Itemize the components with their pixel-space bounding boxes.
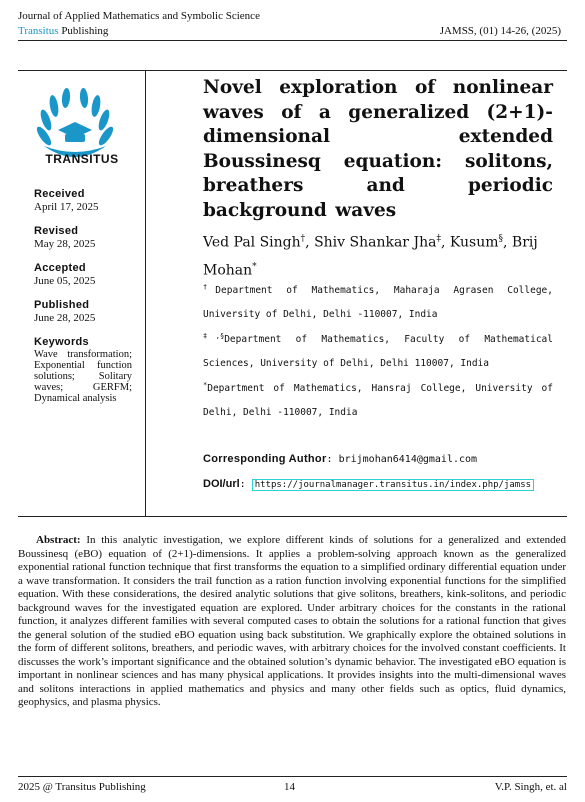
published-label: Published — [34, 299, 90, 311]
keywords-list: Wave transformation; Exponential function solutions; Solitary waves; GERFM; Dynamical analysis — [34, 349, 132, 404]
affiliation-mark: ‡,§ — [203, 332, 225, 340]
footer-copyright: 2025 @ Transitus Publishing — [18, 781, 146, 793]
affiliation-text: Department of Mathematics, Faculty of Mathematical Sciences, University of Delhi, Delhi 110007, India — [203, 334, 553, 370]
author-list: Ved Pal Singh†, Shiv Shankar Jha‡, Kusum§, Brij Mohan* — [203, 234, 538, 279]
abstract — [18, 534, 566, 710]
affiliation — [203, 373, 553, 425]
publisher-brand: Transitus — [18, 25, 59, 37]
frame-vertical-rule — [145, 70, 146, 517]
affiliation-text: Department of Mathematics, Hansraj College, University of Delhi, Delhi -110007, India — [203, 383, 553, 419]
publisher-rest: Publishing — [58, 25, 109, 37]
journal-citation: JAMSS, (01) 14-26, (2025) — [439, 25, 561, 37]
abstract-label: Abstract: — [36, 534, 81, 546]
journal-name: Journal of Applied Mathematics and Symbolic Science — [18, 10, 260, 22]
footer-divider — [18, 776, 567, 777]
author-mark: ‡ — [436, 234, 441, 244]
doi-label: DOI/url — [203, 478, 240, 490]
corresponding-label: Corresponding Author — [203, 453, 327, 465]
author-mark: † — [300, 234, 306, 244]
received-label: Received — [34, 188, 85, 200]
accepted-label: Accepted — [34, 262, 86, 274]
author-mark: § — [498, 234, 503, 244]
logo-wordmark: TRANSITUS — [45, 152, 119, 166]
author-name: Kusum — [449, 234, 499, 251]
corresponding-email[interactable]: brijmohan6414@gmail.com — [338, 454, 478, 465]
doi-line: DOI/url: https://journalmanager.transitus.in/index.php/jamss — [203, 478, 534, 490]
affiliation — [203, 324, 553, 376]
author-name: Brij Mohan — [203, 234, 538, 279]
footer-running-author: V.P. Singh, et. al — [494, 781, 567, 793]
affiliation-text: Department of Mathematics, Maharaja Agrasen College, University of Delhi, Delhi -110007, India — [203, 285, 553, 321]
accepted-date: June 05, 2025 — [34, 275, 96, 287]
affiliation-mark: * — [203, 381, 208, 389]
affiliation — [203, 275, 553, 327]
corresponding-author: Corresponding Author: brijmohan6414@gmail.com — [203, 453, 478, 465]
author-name: Shiv Shankar Jha — [314, 234, 437, 251]
revised-date: May 28, 2025 — [34, 238, 96, 250]
doi-link[interactable]: https://journalmanager.transitus.in/index.php/jamss — [252, 479, 534, 491]
received-date: April 17, 2025 — [34, 201, 99, 213]
frame-top-rule — [18, 70, 567, 71]
header-divider — [18, 40, 567, 41]
abstract-text: In this analytic investigation, we explore different kinds of solutions for a generalized and extended Boussinesq (eBO) equation of (2+1)-dimensions. It applies a problem-solving approach known as the generalized exponential rational function technique that first transforms the equation to a simplified ordinary differential equation under a wave transformation. It considers the trail function as a ration function involving exponential functions for the simplified equation. With these considerations, the desired analytic solutions that give solitons, breathers, kink-solitons, and periodic background waves for the investigated equation are explored. Under arbitrary choices for the constants in the rational function, it analyzes different families with several computed cases to obtain the solutions for a rational function that gives the general solution of the studied eBO equation using back substitution. We graphically explore the obtained solutions in the form of different solitons, breathers, and periodic waves, with arbitrary choices for the involved constant coefficients. It discusses the work’s important significance and the obtained solution’s dynamic behavior. The investigated eBO equation is important in nonlinear sciences and has many physical applications. It provides insights into the multi-dimensional waves and solitons interactions in applied mathematics and physics and many other fields such as optics, fluid dynamics, geophysics, and plasma physics. — [18, 534, 566, 708]
published-date: June 28, 2025 — [34, 312, 96, 324]
publisher-line — [18, 25, 108, 37]
revised-label: Revised — [34, 225, 79, 237]
author-mark: * — [252, 261, 257, 272]
author-name: Ved Pal Singh — [203, 234, 301, 251]
frame-bottom-rule — [18, 516, 567, 517]
affiliation-mark: † — [203, 283, 216, 291]
page-number: 14 — [284, 781, 295, 793]
article-title: Novel exploration of nonlinear waves of a generalized (2+1)-dimensional extended Boussinesq equation: solitons, breathers and periodic background waves — [203, 77, 553, 221]
keywords-label: Keywords — [34, 336, 89, 348]
